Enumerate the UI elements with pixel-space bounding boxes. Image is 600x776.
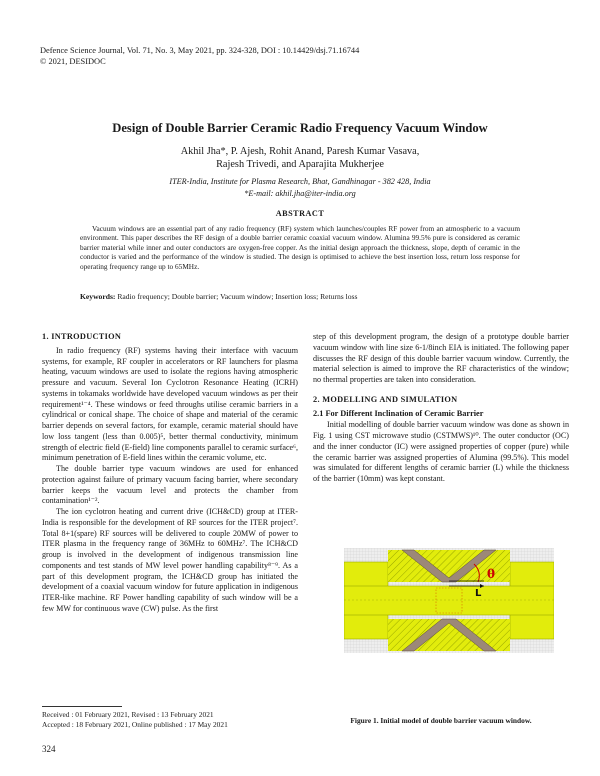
modelling-paragraph-1: Initial modelling of double barrier vacuum window was done as shown in Fig. 1 using CST microwave studio (CSTMWS)¹⁰. The outer conductor (OC) and the inner conductor (IC) were assigned properties of copper (pure) while the ceramic barrier was assigned properties of Alumina (99.5%). This model was simulated for different lengths of ceramic barrier (L) while the thickness of the barrier (10mm) was kept constant. bbox=[313, 420, 569, 483]
intro-paragraph-3: The ion cyclotron heating and current drive (ICH&CD) group at ITER-India is responsible for the development of RF sources for the ITER project⁷. Total 8+1(spare) RF sources will be delivered to couple 20MW of power to ITER plasma in the frequency range of 36MHz to 60MHz⁷. The ICH&CD group is involved in the development of indigenous transmission line components and test stands of MW level power handling capability⁸⁻⁹. As a part of this development program, the ICH&CD group has initiated the development of a coaxial vacuum window for future application in indigenous ITER-like machine. RF Power handling capability of such window will be a few MW for continuous wave (CW) pulse. As the first bbox=[42, 507, 298, 613]
intro-paragraph-2: The double barrier type vacuum windows are used for enhanced protection against failure of primary vacuum facing barrier, where secondary barrier keeps the vacuum level and protects the chamber from contamination¹⁻². bbox=[42, 464, 298, 506]
affiliation bbox=[0, 176, 600, 199]
right-column bbox=[313, 332, 569, 485]
received-info bbox=[42, 710, 228, 730]
abstract-text: Vacuum windows are an essential part of any radio frequency (RF) system which launches/couples RF power from an atmospheric to a vacuum environment. This paper describes the RF design of a double barrier ceramic coaxial vacuum window. Alumina 99.5% pure is considered as ceramic barrier material while inner and outer conductors are oxygen-free copper. As the initial design approach the thickness, slope, depth of ceramic in the conductor is varied and the performance of the window is studied. The design is optimised to achieve the best insertion loss, return loss response for operating frequency range up to 65MHz. bbox=[80, 224, 520, 271]
abstract-heading: ABSTRACT bbox=[275, 209, 325, 218]
subsection-heading: 2.1 For Different Inclination of Ceramic Barrier bbox=[313, 408, 484, 418]
length-label: L bbox=[475, 588, 482, 599]
authors-line-1: Akhil Jha*, P. Ajesh, Rohit Anand, Paresh Kumar Vasava, bbox=[180, 146, 420, 157]
section-heading-modelling: 2. MODELLING AND SIMULATION bbox=[313, 394, 458, 404]
right-paragraph-1: step of this development program, the design of a prototype double barrier vacuum window with line size 6-1/8inch EIA is initiated. The following paper discusses the RF design of this double barrier vacuum window. Currently, the material selection is aimed to improve the RF characteristics of the window; no thermal properties are taken into consideration. bbox=[313, 332, 569, 384]
paper-title: Design of Double Barrier Ceramic Radio Frequency Vacuum Window bbox=[112, 121, 488, 135]
accepted-dates: Accepted : 18 February 2021, Online published : 17 May 2021 bbox=[42, 720, 228, 729]
footer-rule bbox=[42, 706, 122, 707]
journal-header bbox=[40, 45, 359, 67]
received-dates: Received : 01 February 2021, Revised : 13 February 2021 bbox=[42, 710, 214, 719]
authors-line-2: Rajesh Trivedi, and Aparajita Mukherjee bbox=[216, 158, 384, 170]
keywords bbox=[80, 292, 520, 301]
keywords-label: Keywords: bbox=[80, 292, 116, 301]
inner-conductor bbox=[344, 586, 554, 615]
authors bbox=[0, 146, 600, 171]
section-heading-introduction: 1. INTRODUCTION bbox=[42, 332, 122, 341]
theta-label: θ bbox=[487, 567, 496, 581]
figure-1 bbox=[344, 548, 554, 653]
journal-citation: Defence Science Journal, Vol. 71, No. 3, May 2021, pp. 324-328, DOI : 10.14429/dsj.71.16744 bbox=[40, 46, 360, 55]
affiliation-line: ITER-India, Institute for Plasma Research, Bhat, Gandhinagar - 382 428, India bbox=[169, 177, 431, 186]
figure-caption: Figure 1. Initial model of double barrier vacuum window. bbox=[350, 716, 532, 725]
copyright: © 2021, DESIDOC bbox=[40, 57, 106, 66]
page-number: 324 bbox=[42, 744, 56, 754]
email: *E-mail: akhil.jha@iter-india.org bbox=[244, 188, 356, 198]
keywords-text: Radio frequency; Double barrier; Vacuum window; Insertion loss; Returns loss bbox=[117, 292, 358, 301]
intro-paragraph-1: In radio frequency (RF) systems having their interface with vacuum systems, for example, RF coupler in accelerators or RF launchers for plasma heating, vacuum windows are used to isolate the regions having atmospheric pressure and vacuum. Several Ion Cyclotron Resonance Heating (ICRH) systems in tokamaks worldwide have developed vacuum windows as per their requirement¹⁻⁴. These windows or feed throughs utilise ceramic barriers in a cylindrical or conical shape. The choice of shape and material of the ceramic barrier depends on several factors, for example, ceramic material should have low loss tangent (less than 0.005)⁵, better thermal conductivity, minimum strength of electric field (E-field) line components parallel to ceramic surface⁶, minimum penetration of E-field lines within the ceramic volume, etc. bbox=[42, 345, 298, 463]
left-column bbox=[42, 332, 298, 615]
vacuum-window-model-image bbox=[344, 548, 554, 653]
